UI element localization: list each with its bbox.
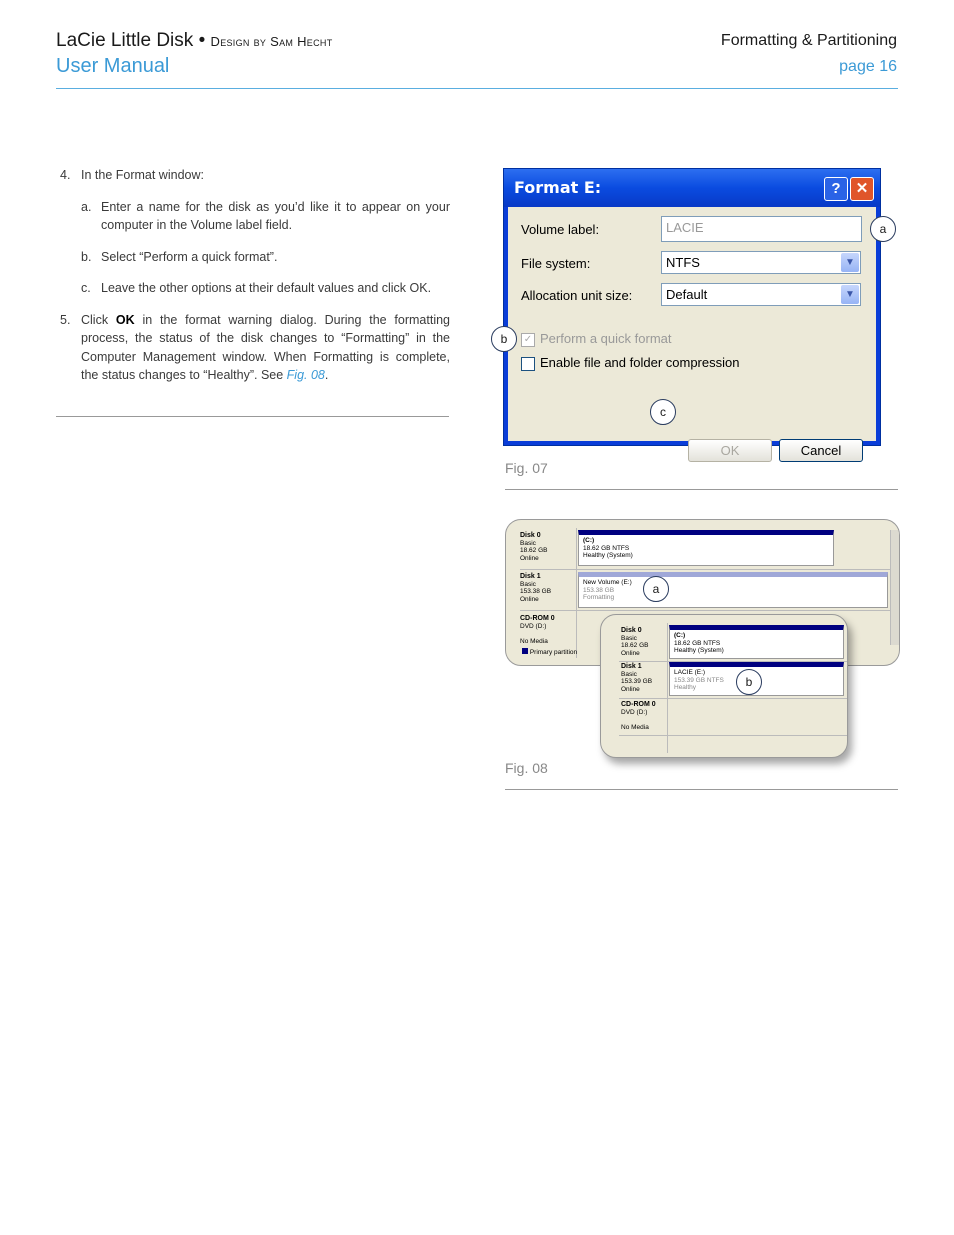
step-4c: c. Leave the other options at their default values and click OK. [81,281,432,295]
compression-checkbox[interactable] [521,357,535,371]
volume-c[interactable]: (C:) 18.62 GB NTFS Healthy (System) [578,530,834,566]
instructions [60,166,450,385]
disk-0-info: Disk 0 Basic 18.62 GB Online [520,532,548,562]
page-number: page 16 [839,58,897,75]
volume-label-input[interactable]: LACIE [661,216,862,242]
header-title [56,30,333,52]
doc-type: User Manual [56,55,170,77]
disk-1-info-after: Disk 1 Basic 153.39 GB Online [621,663,653,693]
scrollbar[interactable] [890,530,899,645]
legend: Primary partition [522,648,577,657]
step-4: 4. In the Format window: [60,168,204,182]
dialog-title: Format E: [514,178,602,197]
chevron-down-icon[interactable]: ▼ [841,253,859,272]
allocation-caption: Allocation unit size: [521,288,633,303]
fig-08-link[interactable]: Fig. 08 [286,368,325,382]
fig-07-caption: Fig. 07 [505,460,548,476]
disk-management-after [600,614,848,758]
cancel-button[interactable]: Cancel [779,439,863,462]
step-4b: b. Select “Perform a quick format”. [81,249,278,264]
cdrom-info: CD-ROM 0 DVD (D:) No Media [520,615,555,645]
fig-07-divider [505,489,898,490]
product-name: LaCie Little Disk [56,30,194,51]
disk-0-info-after: Disk 0 Basic 18.62 GB Online [621,627,649,657]
designer-credit: Design by Sam Hecht [210,34,333,49]
allocation-select[interactable]: Default ▼ [661,283,861,306]
ok-button[interactable]: OK [688,439,772,462]
format-dialog [503,168,881,458]
callout-c: c [650,399,676,425]
compression-label: Enable file and folder compression [540,355,740,370]
cdrom-info-after: CD-ROM 0 DVD (D:) No Media [621,701,656,731]
help-button[interactable]: ? [824,177,848,201]
dialog-titlebar [504,169,880,207]
chevron-down-icon[interactable]: ▼ [841,285,859,304]
file-system-select[interactable]: NTFS ▼ [661,251,861,274]
title-bullet: • [198,30,206,51]
step-4a: a. Enter a name for the disk as you’d like it to appear on your computer in the Volume label field. [81,199,450,232]
column-divider [56,416,449,417]
legend-swatch [522,648,528,654]
close-button[interactable]: ✕ [850,177,874,201]
quick-format-label: Perform a quick format [540,331,672,346]
callout-b-fig08: b [736,669,762,695]
volume-c-after[interactable]: (C:) 18.62 GB NTFS Healthy (System) [669,625,844,659]
header-divider [56,88,898,89]
volume-label-caption: Volume label: [521,222,600,237]
file-system-caption: File system: [521,256,591,271]
fig-08-caption: Fig. 08 [505,760,548,776]
quick-format-checkbox[interactable]: ✓ [521,333,535,347]
callout-b: b [491,326,517,352]
volume-e-healthy[interactable]: LACIE (E:) 153.39 GB NTFS Healthy [669,662,844,696]
volume-e-formatting[interactable]: New Volume (E:) 153.38 GB Formatting [578,572,888,608]
section-title: Formatting & Partitioning [720,32,897,49]
callout-a: a [870,216,896,242]
step-5: 5. Click OK in the format warning dialog. During the formatting process, the status of the disk changes to “Formatting” in the Computer Management window. When Formatting is complete, the status changes to “Healthy”. See Fig. 08. [60,312,450,382]
fig-08-divider [505,789,898,790]
dialog-body [508,207,876,458]
disk-1-info: Disk 1 Basic 153.38 GB Online [520,573,552,603]
callout-a-fig08: a [643,576,669,602]
